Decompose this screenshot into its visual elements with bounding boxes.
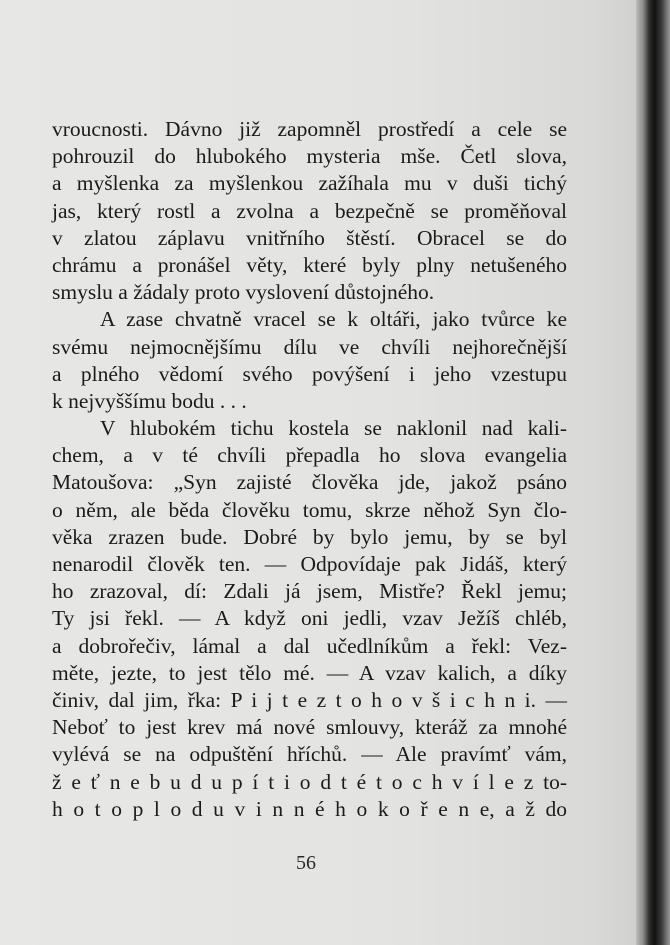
text-line: a myšlenka za myšlenkou zažíhala mu v duši tichý xyxy=(52,171,567,196)
text-line: a plného vědomí svého povýšení i jeho vzestupu xyxy=(52,361,567,386)
text-line: chrámu a pronášel věty, které byly plny netušeného xyxy=(52,252,567,277)
text-line: Neboť to jest krev má nové smlouvy, kteráž za mnohé xyxy=(52,715,567,740)
text-line: vroucnosti. Dávno již zapomněl prostředí a cele se xyxy=(52,117,567,141)
text-line: vylévá se na odpuštění hříchů. — Ale pravímť vám, xyxy=(52,742,567,767)
text-line: ž e ť n e b u d u p í t i o d t é t o c h v í l e z to- xyxy=(52,769,567,794)
text-line: Ty jsi řekl. — A když oni jedli, vzav Ježíš chléb, xyxy=(52,606,567,631)
text-line: jas, který rostl a zvolna a bezpečně se proměňoval xyxy=(52,198,567,223)
book-gutter xyxy=(636,0,670,945)
text-line: a dobrořečiv, lámal a dal učedlníkům a řekl: Vez- xyxy=(52,633,567,658)
text-line: smyslu a žádaly proto vyslovení důstojného. xyxy=(52,280,435,305)
text-line: svému nejmocnějšímu dílu ve chvíli nejhorečnější xyxy=(52,334,567,359)
text-line: nenarodil člověk ten. — Odpovídaje pak Jidáš, který xyxy=(52,552,567,576)
text-line: věka zrazen bude. Dobré by bylo jemu, by se byl xyxy=(52,524,567,549)
text-line: V hlubokém tichu kostela se naklonil nad kali- xyxy=(100,416,567,441)
text-line: Matoušova: „Syn zajisté člověka jde, jakož psáno xyxy=(52,470,567,495)
body-text xyxy=(52,116,567,823)
text-line: chem, a v té chvíli přepadla ho slova evangelia xyxy=(52,443,567,468)
text-line: A zase chvatně vracel se k oltáři, jako tvůrce ke xyxy=(100,307,567,332)
text-line: o něm, ale běda člověku tomu, skrze něhož Syn člo- xyxy=(52,497,567,522)
text-line: k nejvyššímu bodu . . . xyxy=(52,388,247,413)
text-line: v zlatou záplavu vnitřního štěstí. Obracel se do xyxy=(52,225,567,250)
text-line: činiv, dal jim, řka: P i j t e z t o h o v š i c h n i. — xyxy=(52,687,567,712)
text-line: h o t o p l o d u v i n n é h o k o ř e n e, a ž do xyxy=(52,796,567,821)
text-line: pohrouzil do hlubokého mysteria mše. Četl slova, xyxy=(52,144,567,169)
page-number: 56 xyxy=(296,852,316,874)
text-line: měte, jezte, to jest tělo mé. — A vzav kalich, a díky xyxy=(52,660,567,685)
text-line: ho zrazoval, dí: Zdali já jsem, Mistře? Řekl jemu; xyxy=(52,579,567,604)
